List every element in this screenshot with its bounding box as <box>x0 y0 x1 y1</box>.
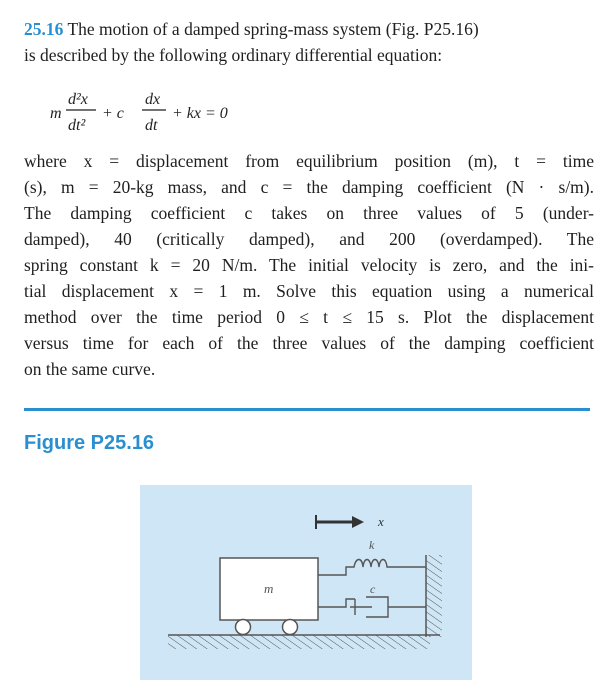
wheel-left <box>236 620 251 635</box>
body-line-6: tial displacement x = 1 m. Solve this equation using a numerical <box>24 281 594 301</box>
spring <box>318 560 426 576</box>
body-line-8: versus time for each of the three values of the damping coefficient <box>24 333 594 353</box>
wall-hatching <box>426 555 442 637</box>
body-line-7: method over the time period 0 ≤ t ≤ 15 s. Plot the displacement <box>24 307 594 327</box>
problem-intro-2: is described by the following ordinary differential equation: <box>24 45 443 65</box>
body-line-5: spring constant k = 20 N/m. The initial velocity is zero, and the ini- <box>24 255 594 275</box>
damper <box>318 597 426 617</box>
spring-mass-diagram <box>140 485 472 680</box>
ground-hatching <box>168 635 430 649</box>
problem-number: 25.16 <box>24 19 64 39</box>
mass-label: m <box>264 581 274 596</box>
eq-d2x: d²x <box>68 91 88 108</box>
spring-label: k <box>369 538 375 552</box>
eq-plus-c: + c <box>102 105 124 122</box>
body-line-1: where x = displacement from equilibrium position (m), t = time <box>24 151 594 171</box>
eq-dt2: dt² <box>68 117 86 134</box>
body-line-9: on the same curve. <box>24 359 156 379</box>
wheel-right <box>283 620 298 635</box>
displacement-label: x <box>378 514 384 529</box>
problem-line-1 <box>24 16 594 42</box>
damper-label: c <box>370 582 376 596</box>
eq-m: m <box>50 105 62 122</box>
eq-dt: dt <box>145 117 158 134</box>
figure-title: Figure P25.16 <box>24 432 155 454</box>
eq-rest: + kx = 0 <box>172 105 228 122</box>
body-line-4: damped), 40 (critically damped), and 200 (overdamped). The <box>24 229 594 249</box>
body-line-2: (s), m = 20-kg mass, and c = the damping coefficient (N · s/m). <box>24 177 594 197</box>
problem-header <box>24 16 594 68</box>
eq-dx: dx <box>145 91 161 108</box>
figure-panel <box>140 485 472 680</box>
problem-body <box>24 148 594 382</box>
differential-equation <box>24 82 324 142</box>
displacement-arrow-head <box>352 516 364 528</box>
body-line-3: The damping coefficient c takes on three values of 5 (under- <box>24 203 594 223</box>
section-divider <box>24 408 590 411</box>
problem-intro-1: The motion of a damped spring-mass system (Fig. P25.16) <box>67 19 479 39</box>
